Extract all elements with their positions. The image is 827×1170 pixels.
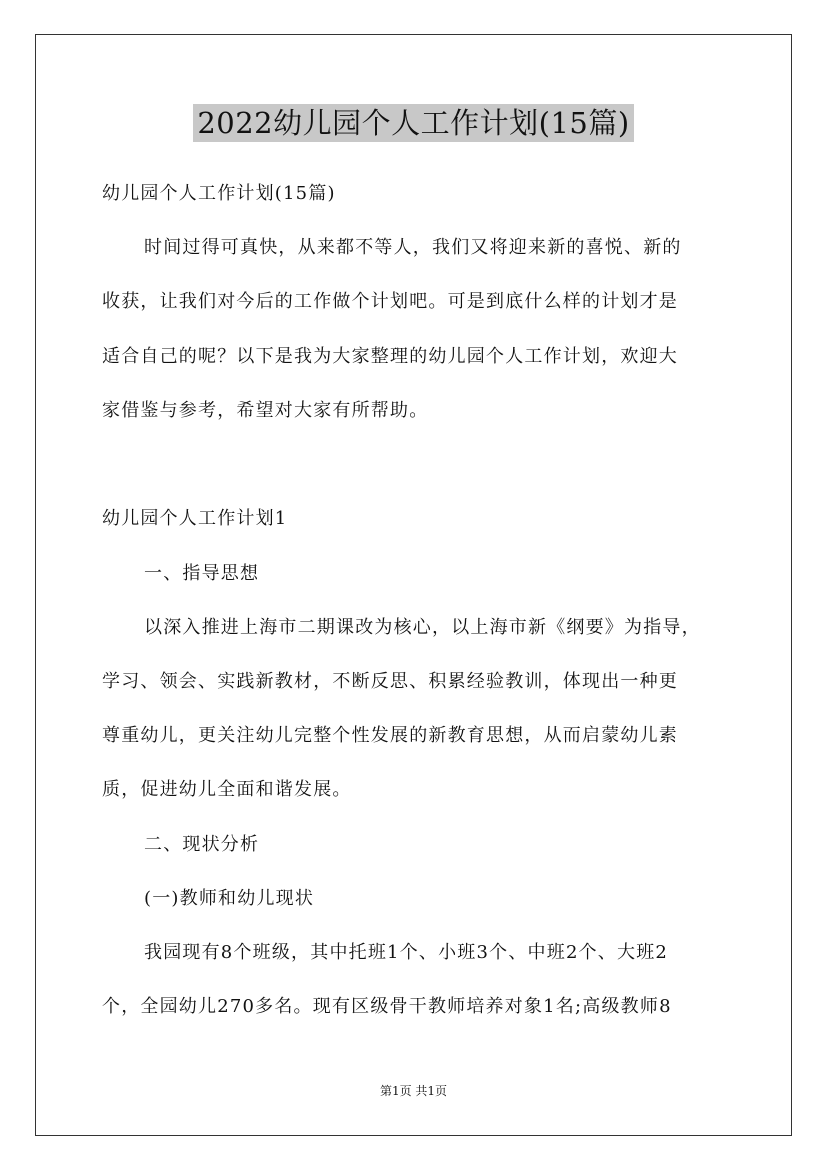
- para-line: 质，促进幼儿全面和谐发展。: [102, 779, 352, 800]
- intro-line: 家借鉴与参考，希望对大家有所帮助。: [102, 400, 429, 421]
- title-container: [0, 104, 827, 142]
- intro-line: 时间过得可真快，从来都不等人，我们又将迎来新的喜悦、新的: [144, 237, 682, 258]
- para-line: 我园现有8个班级，其中托班1个、小班3个、中班2个、大班2: [144, 942, 669, 963]
- para-line: 个，全园幼儿270多名。现有区级骨干教师培养对象1名;高级教师8: [102, 996, 672, 1017]
- para-line: 尊重幼儿，更关注幼儿完整个性发展的新教育思想，从而启蒙幼儿素: [102, 725, 678, 746]
- document-title: 2022幼儿园个人工作计划(15篇): [193, 104, 633, 142]
- heading-status-analysis: 二、现状分析: [144, 834, 260, 855]
- para-line: 以深入推进上海市二期课改为核心，以上海市新《纲要》为指导，: [144, 617, 701, 638]
- intro-line: 收获，让我们对今后的工作做个计划吧。可是到底什么样的计划才是: [102, 291, 678, 312]
- subtitle: 幼儿园个人工作计划(15篇): [102, 183, 336, 204]
- section-title: 幼儿园个人工作计划1: [102, 508, 288, 529]
- intro-line: 适合自己的呢？以下是我为大家整理的幼儿园个人工作计划，欢迎大: [102, 346, 678, 367]
- subheading-teachers-children: (一)教师和幼儿现状: [144, 888, 315, 909]
- heading-guiding-ideology: 一、指导思想: [144, 563, 260, 584]
- para-line: 学习、领会、实践新教材，不断反思、积累经验教训，体现出一种更: [102, 671, 678, 692]
- page-footer: 第1页 共1页: [379, 1084, 448, 1098]
